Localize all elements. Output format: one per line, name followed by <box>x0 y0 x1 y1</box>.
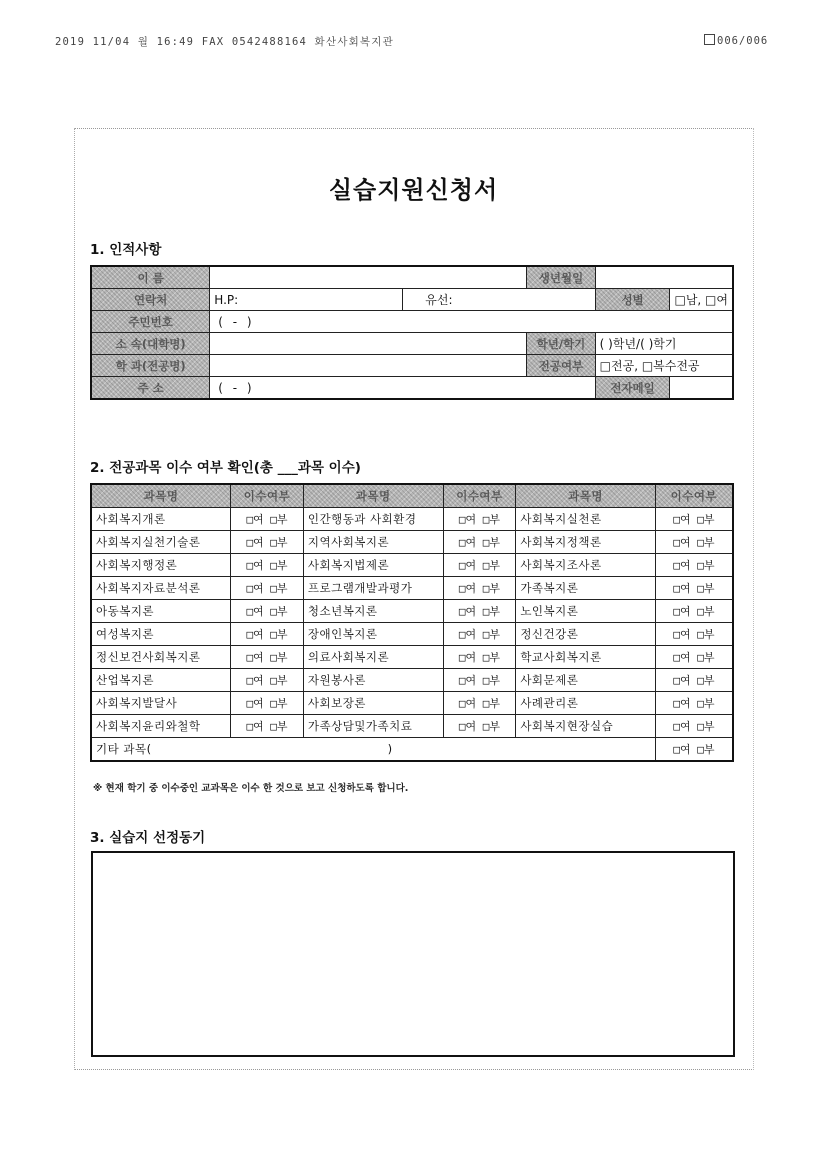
completion-checkbox[interactable]: □여 □부 <box>655 600 733 623</box>
contact-label: 연락처 <box>91 289 210 311</box>
address-label: 주 소 <box>91 377 210 400</box>
completion-checkbox[interactable]: □여 □부 <box>655 738 733 762</box>
completion-checkbox[interactable]: □여 □부 <box>231 623 304 646</box>
course-name: 사회복지자료분석론 <box>91 577 231 600</box>
completion-checkbox[interactable]: □여 □부 <box>655 669 733 692</box>
table-row <box>91 623 733 646</box>
course-name: 노인복지론 <box>516 600 655 623</box>
completion-checkbox[interactable]: □여 □부 <box>443 623 516 646</box>
affiliation-field[interactable] <box>210 333 527 355</box>
gender-options[interactable]: □남, □여 <box>670 289 733 311</box>
other-course-label: 기타 과목( <box>96 742 152 756</box>
col-subject-3: 과목명 <box>516 484 655 508</box>
completion-checkbox[interactable]: □여 □부 <box>655 623 733 646</box>
course-name: 가족상담및가족치료 <box>303 715 443 738</box>
course-name: 사회문제론 <box>516 669 655 692</box>
completion-checkbox[interactable]: □여 □부 <box>655 554 733 577</box>
course-name: 여성복지론 <box>91 623 231 646</box>
address-field[interactable]: ( - ) <box>210 377 595 400</box>
email-field[interactable] <box>670 377 733 400</box>
course-name: 사회복지개론 <box>91 508 231 531</box>
table-row <box>91 554 733 577</box>
table-row <box>91 508 733 531</box>
grade-field[interactable]: ( )학년/( )학기 <box>595 333 733 355</box>
section-1-heading: 1. 인적사항 <box>90 242 162 258</box>
table-row <box>91 600 733 623</box>
course-name: 인간행동과 사회환경 <box>303 508 443 531</box>
table-row <box>91 692 733 715</box>
major-label: 학 과(전공명) <box>91 355 210 377</box>
course-name: 산업복지론 <box>91 669 231 692</box>
course-name: 청소년복지론 <box>303 600 443 623</box>
course-name: 자원봉사론 <box>303 669 443 692</box>
course-name: 사회복지윤리와철학 <box>91 715 231 738</box>
row-contact <box>91 289 733 311</box>
gender-label: 성별 <box>595 289 670 311</box>
course-name: 프로그램개발과평가 <box>303 577 443 600</box>
completion-checkbox[interactable]: □여 □부 <box>655 715 733 738</box>
hp-label: H.P: <box>214 292 239 307</box>
row-name <box>91 266 733 289</box>
course-name: 사회복지행정론 <box>91 554 231 577</box>
completion-checkbox[interactable]: □여 □부 <box>655 646 733 669</box>
completion-checkbox[interactable]: □여 □부 <box>231 531 304 554</box>
course-name: 장애인복지론 <box>303 623 443 646</box>
row-affiliation <box>91 333 733 355</box>
completion-checkbox[interactable]: □여 □부 <box>231 577 304 600</box>
completion-checkbox[interactable]: □여 □부 <box>443 692 516 715</box>
section-2-heading: 2. 전공과목 이수 여부 확인(총 ___과목 이수) <box>90 460 361 476</box>
landline-label: 유선: <box>425 293 453 307</box>
hp-field[interactable] <box>210 289 403 311</box>
completion-checkbox[interactable]: □여 □부 <box>443 508 516 531</box>
completion-checkbox[interactable]: □여 □부 <box>443 669 516 692</box>
completion-checkbox[interactable]: □여 □부 <box>231 692 304 715</box>
landline-field[interactable] <box>403 289 595 311</box>
col-subject-2: 과목명 <box>303 484 443 508</box>
course-table <box>90 483 734 762</box>
section-3-heading: 3. 실습지 선정동기 <box>90 830 206 846</box>
fax-page-counter <box>704 34 768 47</box>
major-type-options[interactable]: □전공, □복수전공 <box>595 355 733 377</box>
idnum-field[interactable]: ( - ) <box>210 311 733 333</box>
grade-label: 학년/학기 <box>527 333 595 355</box>
course-name: 사회복지발달사 <box>91 692 231 715</box>
completion-checkbox[interactable]: □여 □부 <box>443 531 516 554</box>
course-name: 가족복지론 <box>516 577 655 600</box>
page-title: 실습지원신청서 <box>328 175 499 204</box>
col-done-3: 이수여부 <box>655 484 733 508</box>
affiliation-label: 소 속(대학명) <box>91 333 210 355</box>
completion-checkbox[interactable]: □여 □부 <box>655 531 733 554</box>
major-field[interactable] <box>210 355 527 377</box>
completion-checkbox[interactable]: □여 □부 <box>231 554 304 577</box>
motive-textarea[interactable] <box>91 851 735 1057</box>
course-name: 사회복지실천론 <box>516 508 655 531</box>
completion-checkbox[interactable]: □여 □부 <box>231 600 304 623</box>
table-row <box>91 577 733 600</box>
row-idnum <box>91 311 733 333</box>
other-course-row <box>91 738 733 762</box>
completion-checkbox[interactable]: □여 □부 <box>443 646 516 669</box>
other-course-close: ) <box>387 742 393 756</box>
other-course-field[interactable] <box>91 738 655 762</box>
course-name: 사회복지정책론 <box>516 531 655 554</box>
col-subject-1: 과목명 <box>91 484 231 508</box>
name-field[interactable] <box>210 266 527 289</box>
course-name: 사회보장론 <box>303 692 443 715</box>
col-done-1: 이수여부 <box>231 484 304 508</box>
course-note: ※ 현재 학기 중 이수중인 교과목은 이수 한 것으로 보고 신청하도록 합니다. <box>93 783 409 794</box>
col-done-2: 이수여부 <box>443 484 516 508</box>
course-name: 사회복지조사론 <box>516 554 655 577</box>
course-name: 사회복지현장실습 <box>516 715 655 738</box>
table-row <box>91 715 733 738</box>
completion-checkbox[interactable]: □여 □부 <box>443 554 516 577</box>
email-label: 전자메일 <box>595 377 670 400</box>
course-name: 의료사회복지론 <box>303 646 443 669</box>
completion-checkbox[interactable]: □여 □부 <box>655 577 733 600</box>
course-header-row <box>91 484 733 508</box>
course-name: 학교사회복지론 <box>516 646 655 669</box>
completion-checkbox[interactable]: □여 □부 <box>443 715 516 738</box>
table-row <box>91 531 733 554</box>
major-type-label: 전공여부 <box>527 355 595 377</box>
row-address <box>91 377 733 400</box>
completion-checkbox[interactable]: □여 □부 <box>231 715 304 738</box>
table-row <box>91 669 733 692</box>
course-name: 아동복지론 <box>91 600 231 623</box>
course-name: 정신건강론 <box>516 623 655 646</box>
completion-checkbox[interactable]: □여 □부 <box>655 692 733 715</box>
completion-checkbox[interactable]: □여 □부 <box>231 669 304 692</box>
course-name: 사회복지실천기술론 <box>91 531 231 554</box>
completion-checkbox[interactable]: □여 □부 <box>443 577 516 600</box>
fax-checkbox-icon <box>704 34 715 45</box>
course-name: 사회복지법제론 <box>303 554 443 577</box>
fax-header: 2019 11/04 월 16:49 FAX 0542488164 화산사회복지관 <box>55 36 394 48</box>
name-label: 이 름 <box>91 266 210 289</box>
course-name: 지역사회복지론 <box>303 531 443 554</box>
birth-label: 생년월일 <box>527 266 595 289</box>
personal-info-table <box>90 265 734 400</box>
completion-checkbox[interactable]: □여 □부 <box>443 600 516 623</box>
table-row <box>91 646 733 669</box>
course-name: 정신보건사회복지론 <box>91 646 231 669</box>
completion-checkbox[interactable]: □여 □부 <box>655 508 733 531</box>
course-name: 사례관리론 <box>516 692 655 715</box>
completion-checkbox[interactable]: □여 □부 <box>231 508 304 531</box>
birth-field[interactable] <box>595 266 733 289</box>
idnum-label: 주민번호 <box>91 311 210 333</box>
completion-checkbox[interactable]: □여 □부 <box>231 646 304 669</box>
fax-page-number: 006/006 <box>717 35 769 47</box>
row-major <box>91 355 733 377</box>
